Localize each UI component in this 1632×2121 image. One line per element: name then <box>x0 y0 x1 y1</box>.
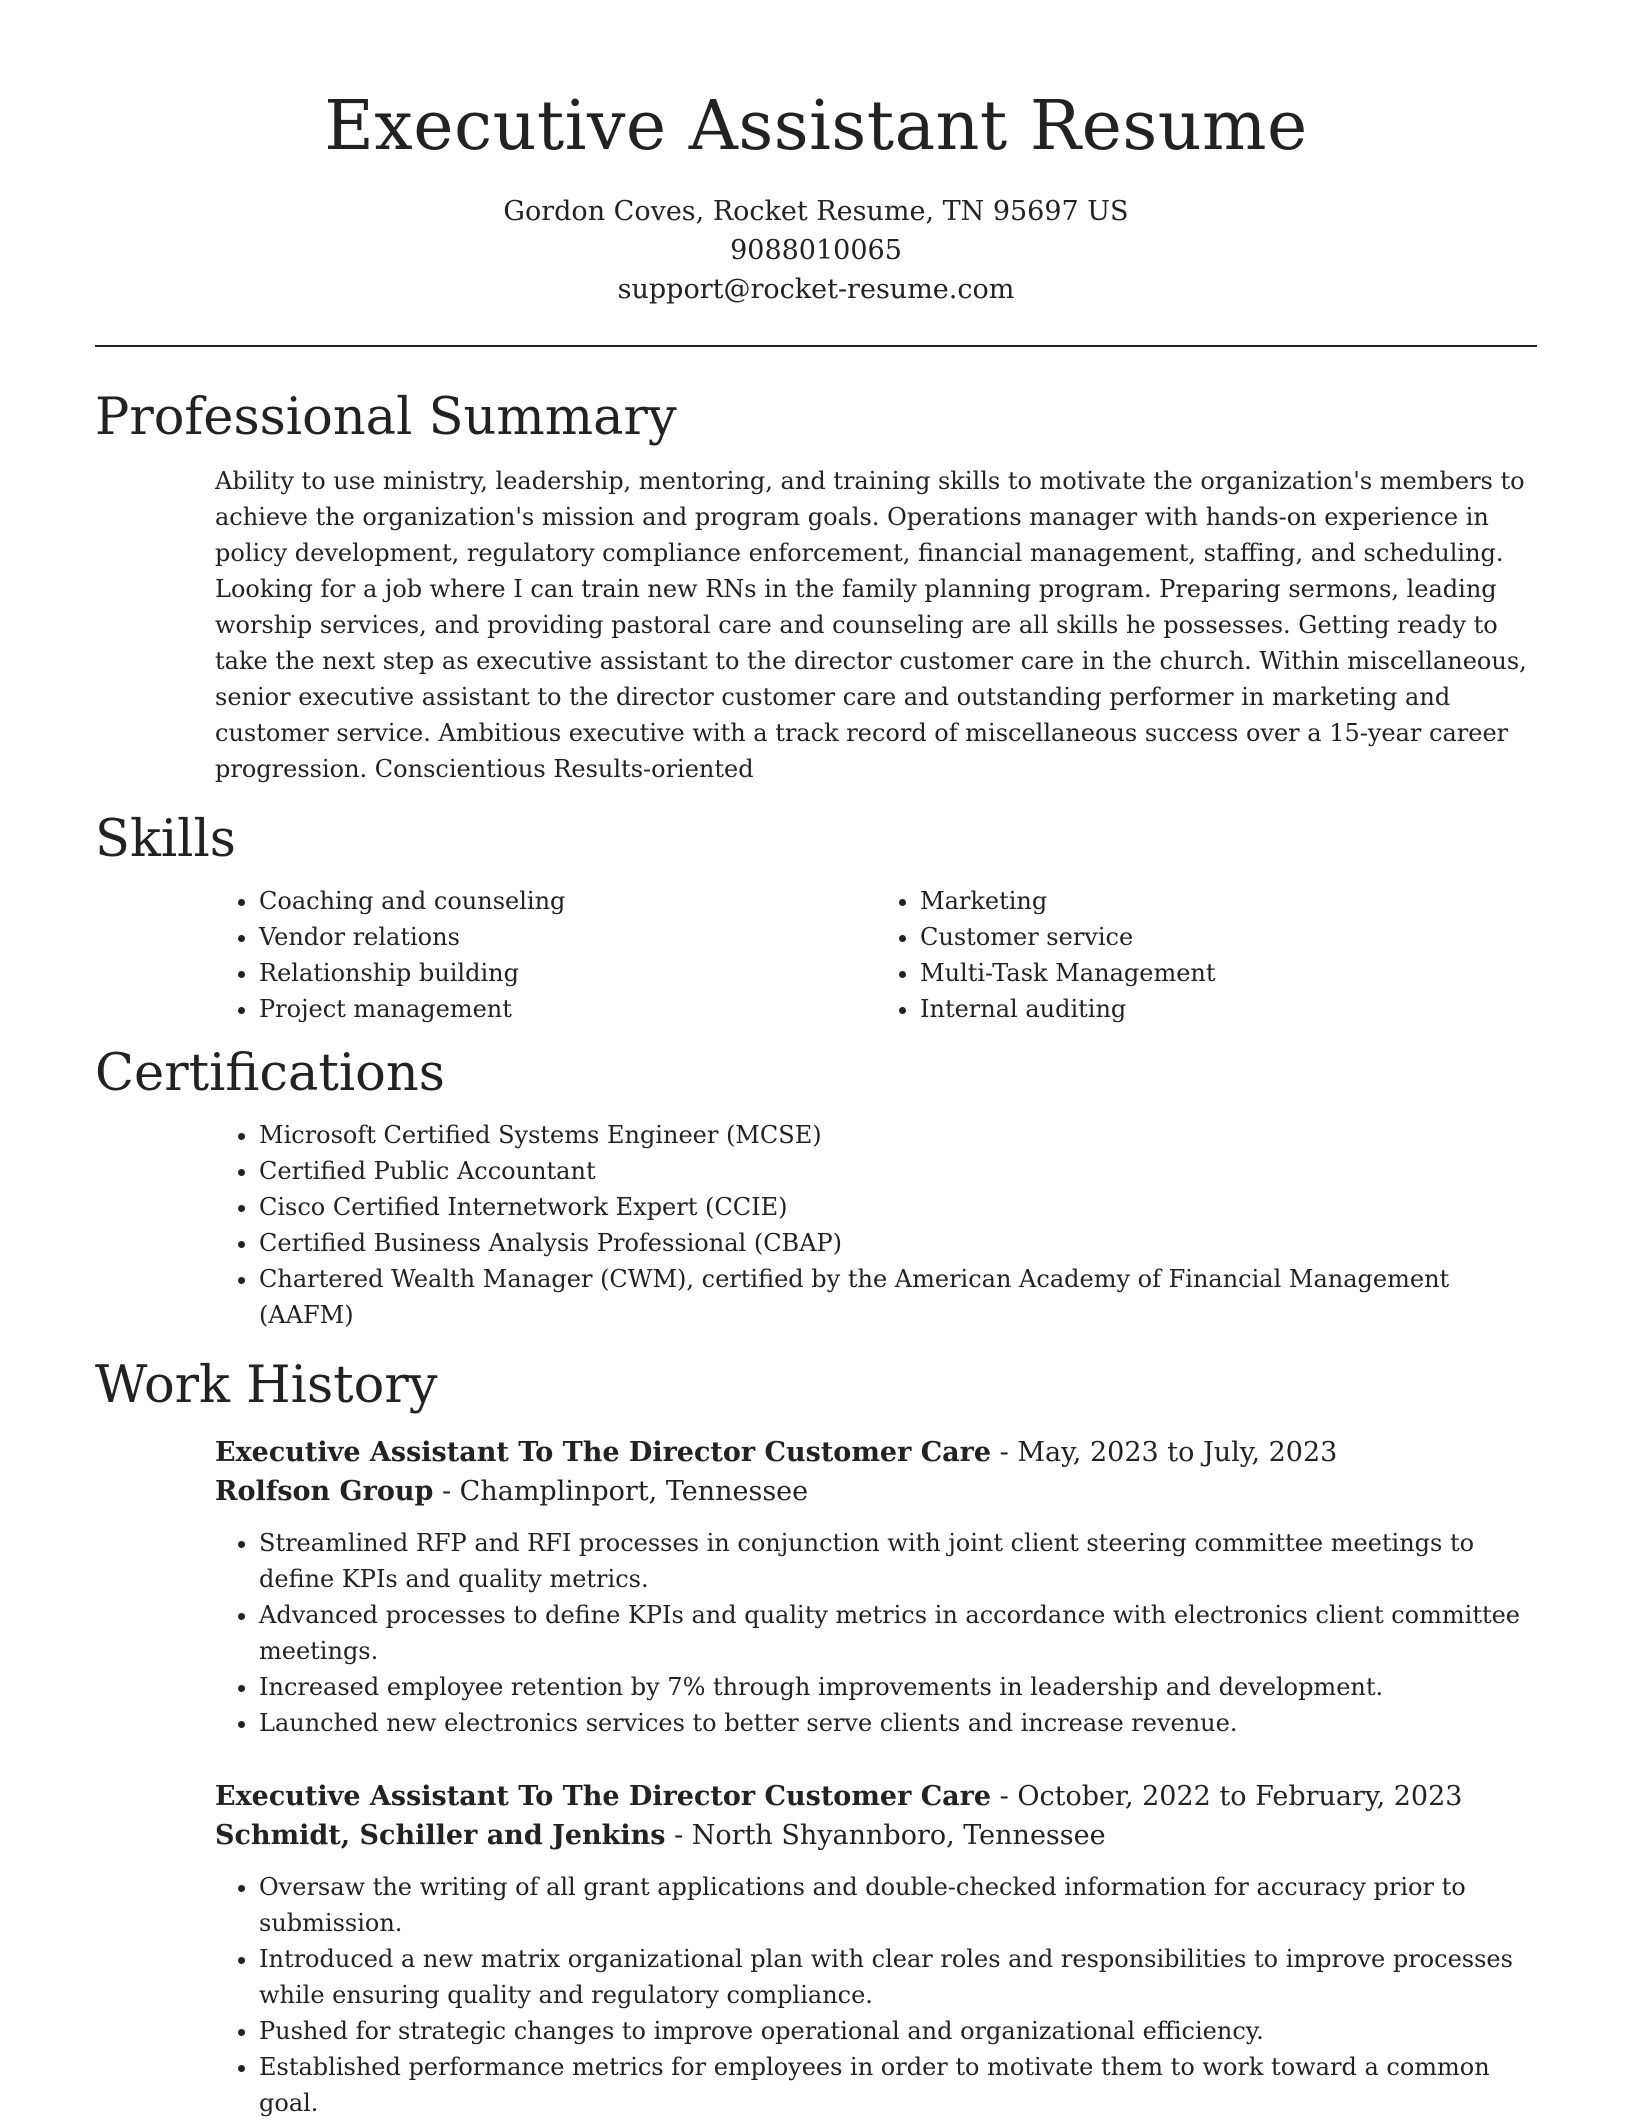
certification-item: • Microsoft Certified Systems Engineer (MCSE) <box>259 1117 1537 1153</box>
job-company-line <box>215 1816 1537 1855</box>
summary-heading: Professional Summary <box>95 388 677 447</box>
certification-item: • Cisco Certified Internetwork Expert (CCIE) <box>259 1189 1537 1225</box>
job-bullets <box>215 1525 1537 1741</box>
skill-item: • Marketing <box>920 883 1537 919</box>
skills-heading: Skills <box>95 810 236 869</box>
separator: - <box>991 1781 1018 1812</box>
job-dates: May, 2023 to July, 2023 <box>1017 1437 1338 1468</box>
skill-item: • Multi-Task Management <box>920 955 1537 991</box>
work-history-heading: Work History <box>95 1356 438 1415</box>
job-location: Champlinport, Tennessee <box>459 1476 809 1507</box>
work-history-section <box>95 1433 1537 2121</box>
job-bullet: • Established performance metrics for employees in order to motivate them to work toward a common goal. <box>259 2049 1537 2121</box>
certification-item: • Chartered Wealth Manager (CWM), certified by the American Academy of Financial Management (AAFM) <box>259 1261 1537 1333</box>
job-bullet: • Oversaw the writing of all grant applications and double-checked information for accuracy prior to submission. <box>259 1869 1537 1941</box>
job-bullet: • Streamlined RFP and RFI processes in conjunction with joint client steering committee meetings to define KPIs and quality metrics. <box>259 1525 1537 1597</box>
summary-text: Ability to use ministry, leadership, mentoring, and training skills to motivate the organization's members to achieve the organization's mission and program goals. Operations manager with hands-on experience in policy development, regulatory compliance enforcement, financial management, staffing, and scheduling. Looking for a job where I can train new RNs in the family planning program. Preparing sermons, leading worship services, and providing pastoral care and counseling are all skills he possesses. Getting ready to take the next step as executive assistant to the director customer care in the church. Within miscellaneous, senior executive assistant to the director customer care and outstanding performer in marketing and customer service. Ambitious executive with a track record of miscellaneous success over a 15-year career progression. Conscientious Results-oriented <box>215 467 1527 783</box>
separator: - <box>665 1820 692 1851</box>
job-dates: October, 2022 to February, 2023 <box>1017 1781 1463 1812</box>
certification-item: • Certified Business Analysis Professional (CBAP) <box>259 1225 1537 1261</box>
summary-section <box>95 463 1537 787</box>
skill-item: • Customer service <box>920 919 1537 955</box>
job-bullet: • Increased employee retention by 7% through improvements in leadership and development. <box>259 1669 1537 1705</box>
job-bullet: • Introduced a new matrix organizational plan with clear roles and responsibilities to improve processes while ensuring quality and regulatory compliance. <box>259 1941 1537 2013</box>
contact-email: support@rocket-resume.com <box>617 274 1015 305</box>
skills-list-right <box>876 883 1537 1027</box>
job-company: Rolfson Group <box>215 1476 434 1507</box>
job-bullets <box>215 1869 1537 2121</box>
skill-item: • Project management <box>259 991 876 1027</box>
job-bullet: • Launched new electronics services to better serve clients and increase revenue. <box>259 1705 1537 1741</box>
skills-list-left <box>215 883 876 1027</box>
job-title-line <box>215 1777 1537 1816</box>
job-company-line <box>215 1472 1537 1511</box>
contact-phone: 9088010065 <box>730 235 902 266</box>
job-entry <box>215 1777 1537 2121</box>
skill-item: • Relationship building <box>259 955 876 991</box>
resume-header <box>95 0 1537 309</box>
contact-address: Gordon Coves, Rocket Resume, TN 95697 US <box>503 196 1129 227</box>
job-company: Schmidt, Schiller and Jenkins <box>215 1820 666 1851</box>
certifications-heading: Certifications <box>95 1044 445 1103</box>
job-bullet: • Advanced processes to define KPIs and quality metrics in accordance with electronics client committee meetings. <box>259 1597 1537 1669</box>
skill-item: • Coaching and counseling <box>259 883 876 919</box>
certifications-list <box>215 1117 1537 1333</box>
separator: - <box>433 1476 460 1507</box>
job-bullet: • Pushed for strategic changes to improve operational and organizational efficiency. <box>259 2013 1537 2049</box>
separator: - <box>991 1437 1018 1468</box>
certification-item: • Certified Public Accountant <box>259 1153 1537 1189</box>
job-title: Executive Assistant To The Director Customer Care <box>215 1437 992 1468</box>
skill-item: • Vendor relations <box>259 919 876 955</box>
resume-title: Executive Assistant Resume <box>324 87 1308 166</box>
job-title: Executive Assistant To The Director Customer Care <box>215 1781 992 1812</box>
job-entry <box>215 1433 1537 1741</box>
skills-section <box>95 871 1537 1027</box>
job-title-line <box>215 1433 1537 1472</box>
certifications-section <box>95 1117 1537 1333</box>
contact-block <box>95 192 1537 309</box>
job-location: North Shyannboro, Tennessee <box>691 1820 1106 1851</box>
skill-item: • Internal auditing <box>920 991 1537 1027</box>
header-divider <box>95 345 1537 347</box>
